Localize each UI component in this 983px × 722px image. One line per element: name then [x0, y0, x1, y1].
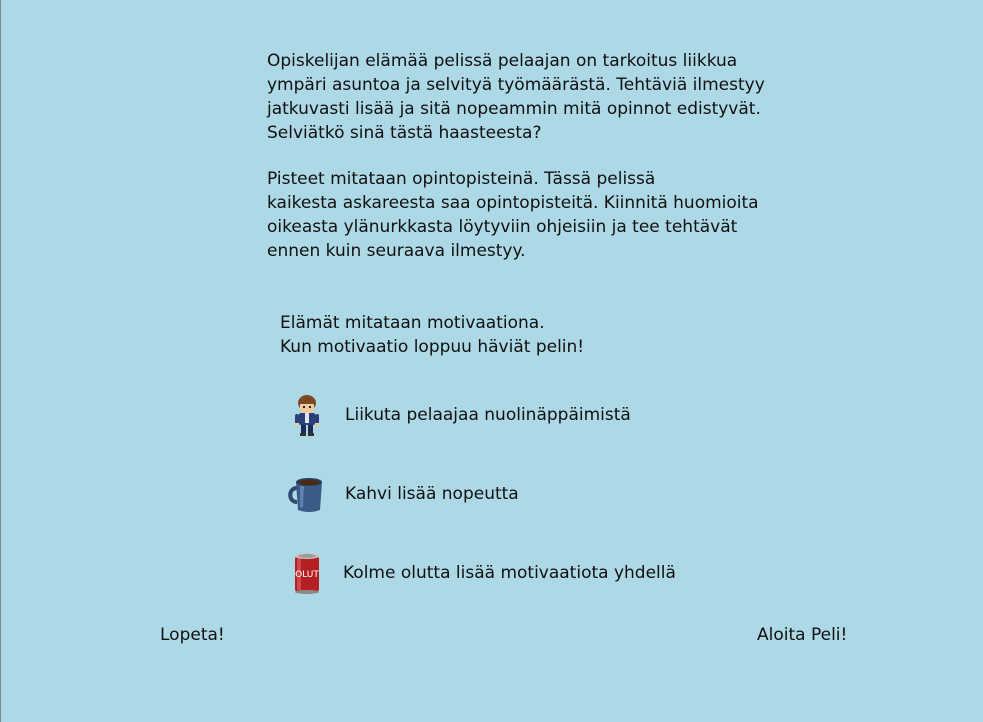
- legend-beer-label: Kolme olutta lisää motivaatiota yhdellä: [343, 563, 676, 583]
- start-game-button[interactable]: Aloita Peli!: [757, 625, 848, 645]
- coffee-mug-icon: [288, 472, 326, 516]
- intro-line: Opiskelijan elämää pelissä pelaajan on tarkoitus liikkua: [267, 51, 738, 71]
- points-line: Pisteet mitataan opintopisteinä. Tässä pelissä: [267, 169, 656, 189]
- quit-button[interactable]: Lopeta!: [160, 625, 225, 645]
- window-edge: [0, 0, 1, 722]
- beer-can-text: OLUT: [295, 570, 319, 580]
- intro-line: jatkuvasti lisää ja sitä nopeammin mitä opinnot edistyvät.: [267, 99, 761, 119]
- points-line: ennen kuin seuraava ilmestyy.: [267, 241, 526, 261]
- points-paragraph: [267, 167, 759, 263]
- lives-paragraph: [280, 311, 584, 359]
- points-line: oikeasta ylänurkkasta löytyviin ohjeisiin ja tee tehtävät: [267, 217, 738, 237]
- player-character-icon: [288, 393, 326, 437]
- legend-player: [288, 393, 631, 437]
- legend-player-label: Liikuta pelaajaa nuolinäppäimistä: [345, 405, 631, 425]
- lives-line: Elämät mitataan motivaationa.: [280, 313, 545, 333]
- points-line: kaikesta askareesta saa opintopisteitä. Kiinnitä huomioita: [267, 193, 759, 213]
- intro-line: ympäri asuntoa ja selvityä työmäärästä. Tehtäviä ilmestyy: [267, 75, 765, 95]
- legend-coffee-label: Kahvi lisää nopeutta: [345, 484, 519, 504]
- lives-line: Kun motivaatio loppuu häviät pelin!: [280, 337, 585, 357]
- intro-line: Selviätkö sinä tästä haasteesta?: [267, 123, 542, 143]
- legend-coffee: [288, 472, 519, 516]
- legend-beer: [288, 551, 676, 595]
- intro-paragraph: [267, 49, 765, 145]
- beer-can-icon: [288, 551, 326, 595]
